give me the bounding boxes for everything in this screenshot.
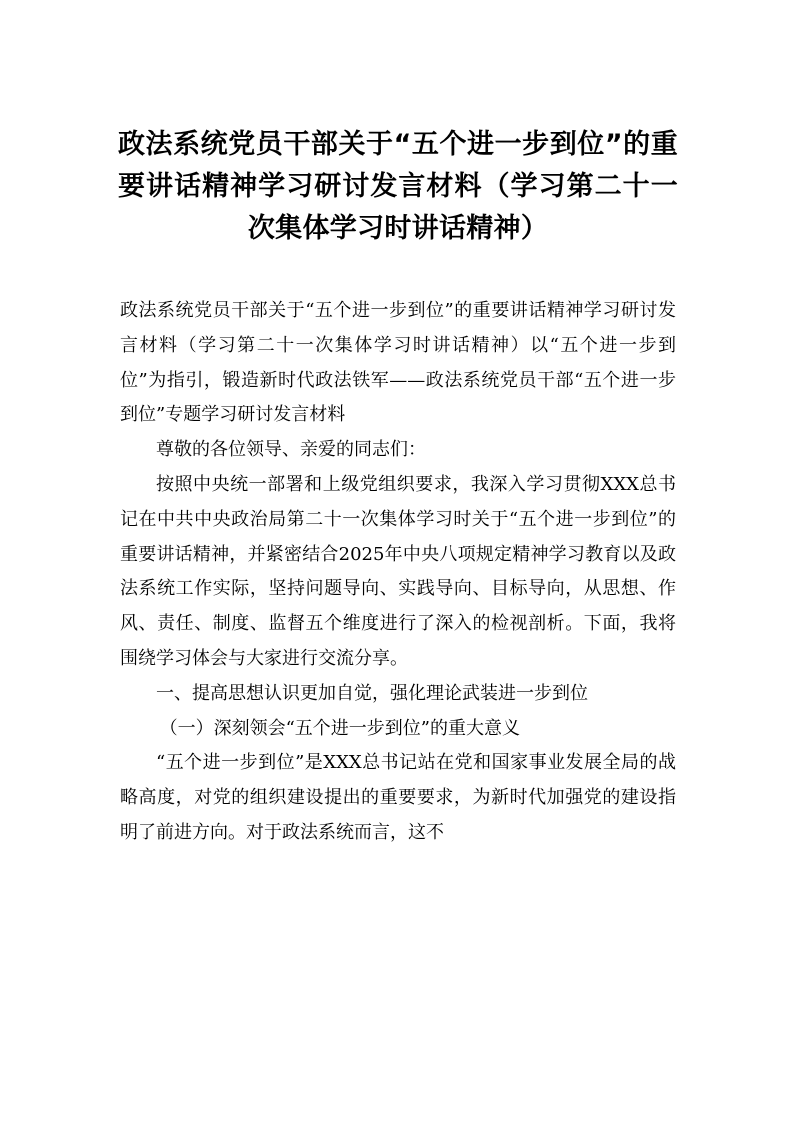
subsection-1-heading: （一）深刻领会“五个进一步到位”的重大意义 xyxy=(159,717,520,739)
salutation: 尊敬的各位领导、亲爱的同志们： xyxy=(156,439,426,461)
intro-paragraph: 政法系统党员干部关于“五个进一步到位”的重要讲话精神学习研讨发言材料（学习第二十一次集体学习时讲话精神）以“五个进一步到位”为指引，锻造新时代政法铁军——政法系统党员干部“五个进一步到位”专题学习研讨发言材料 xyxy=(120,300,676,426)
document-body xyxy=(120,294,676,851)
paragraph-1: 按照中央统一部署和上级党组织要求，我深入学习贯彻XXX总书记在中共中央政治局第二十一次集体学习时关于“五个进一步到位”的重要讲话精神，并紧密结合2025年中央八项规定精神学习教育以及政法系统工作实际，坚持问题导向、实践导向、目标导向，从思想、作风、责任、制度、监督五个维度进行了深入的检视剖析。下面，我将围绕学习体会与大家进行交流分享。 xyxy=(120,473,676,669)
paragraph-2: “五个进一步到位”是XXX总书记站在党和国家事业发展全局的战略高度，对党的组织建设提出的重要要求，为新时代加强党的建设指明了前进方向。对于政法系统而言，这不 xyxy=(120,752,676,843)
document-title: 政法系统党员干部关于“五个进一步到位”的重要讲话精神学习研讨发言材料（学习第二十一次集体学习时讲话精神） xyxy=(118,129,678,244)
section-1-heading: 一、提高思想认识更加自觉，强化理论武装进一步到位 xyxy=(156,682,588,704)
